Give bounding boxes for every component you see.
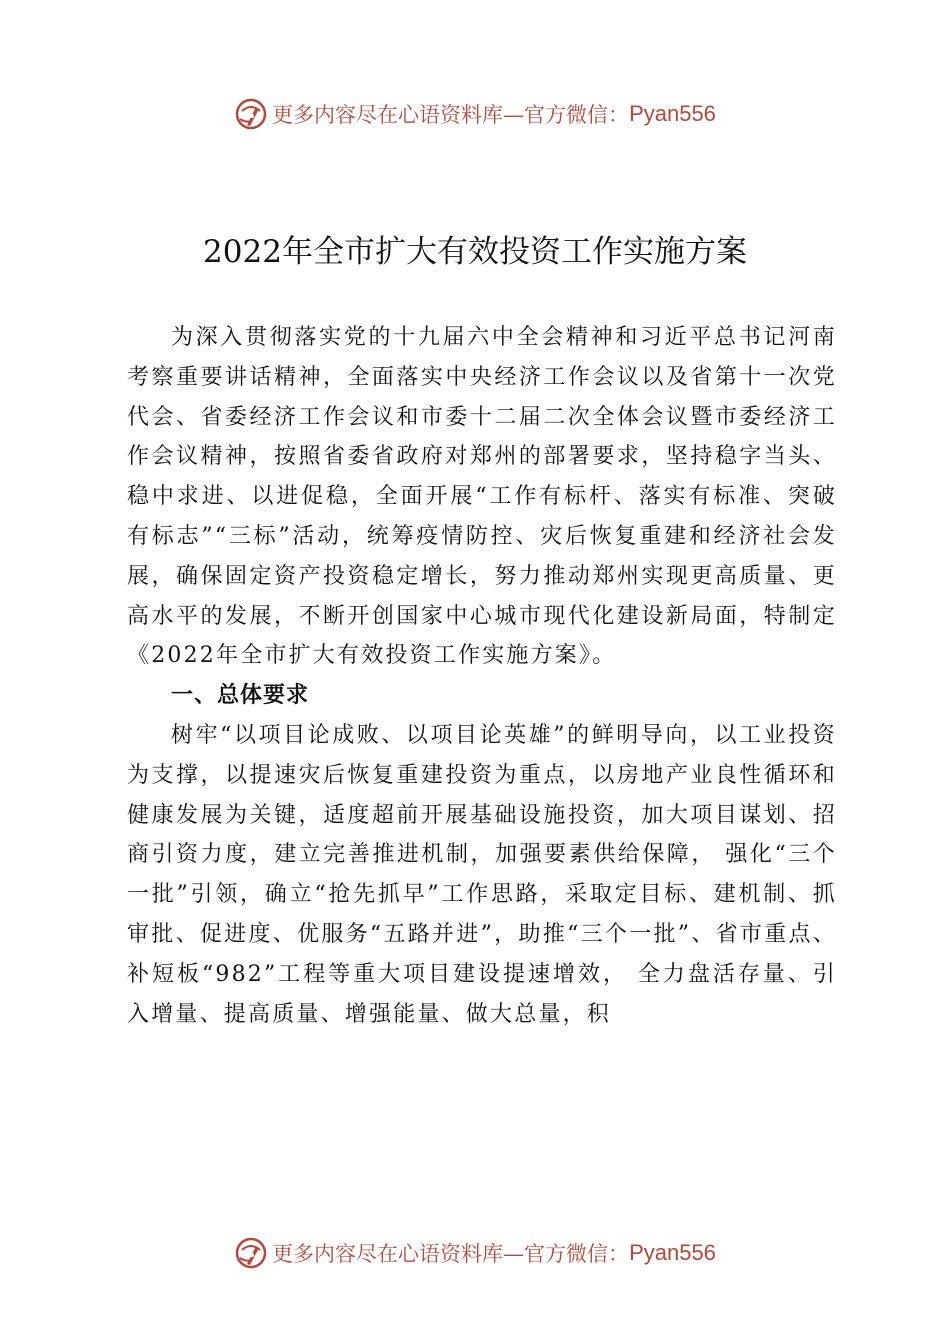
wechat-id: Pyan556 bbox=[629, 101, 716, 126]
pen-logo-icon bbox=[234, 97, 268, 131]
pen-logo-icon bbox=[234, 1236, 268, 1270]
intro-paragraph: 为深入贯彻落实党的十九届六中全会精神和习近平总书记河南考察重要讲话精神，全面落实中央经济工作会议以及省第十一次党代会、省委经济工作会议和市委十二届二次全体会议暨市委经济工作会议精神，按照省委省政府对郑州的部署要求，坚持稳字当头、稳中求进、以进促稳，全面开展“工作有标杆、落实有标准、突破有标志”“三标”活动，统筹疫情防控、灾后恢复重建和经济社会发展，确保固定资产投资稳定增长，努力推动郑州实现更高质量、更高水平的发展，不断开创国家中心城市现代化建设新局面，特制定《2022年全市扩大有效投资工作实施方案》。 bbox=[127, 325, 837, 669]
banner-text: 更多内容尽在心语资料库—官方微信： bbox=[272, 1242, 630, 1266]
document-body bbox=[127, 318, 837, 1034]
wechat-id: Pyan556 bbox=[629, 1240, 716, 1265]
banner-text: 更多内容尽在心语资料库—官方微信： bbox=[272, 103, 630, 127]
footer-banner bbox=[0, 1233, 950, 1273]
section-paragraph: 树牢“以项目论成败、以项目论英雄”的鲜明导向，以工业投资为支撑，以提速灾后恢复重建投资为重点，以房地产业良性循环和健康发展为关键，适度超前开展基础设施投资，加大项目谋划、招商引资力度，建立完善推进机制，加强要素供给保障， 强化“三个一批”引领，确立“抢先抓早”工作思路，采取定目标、建机制、抓审批、促进度、优服务“五路并进”，助推“三个一批”、省市重点、补短板“982”工程等重大项目建设提速增效， 全力盘活存量、引入增量、提高质量、增强能量、做大总量，积 bbox=[127, 722, 837, 1027]
document-title: 2022年全市扩大有效投资工作实施方案 bbox=[203, 234, 747, 270]
header-banner bbox=[0, 94, 950, 134]
section-heading: 一、总体要求 bbox=[171, 683, 310, 709]
